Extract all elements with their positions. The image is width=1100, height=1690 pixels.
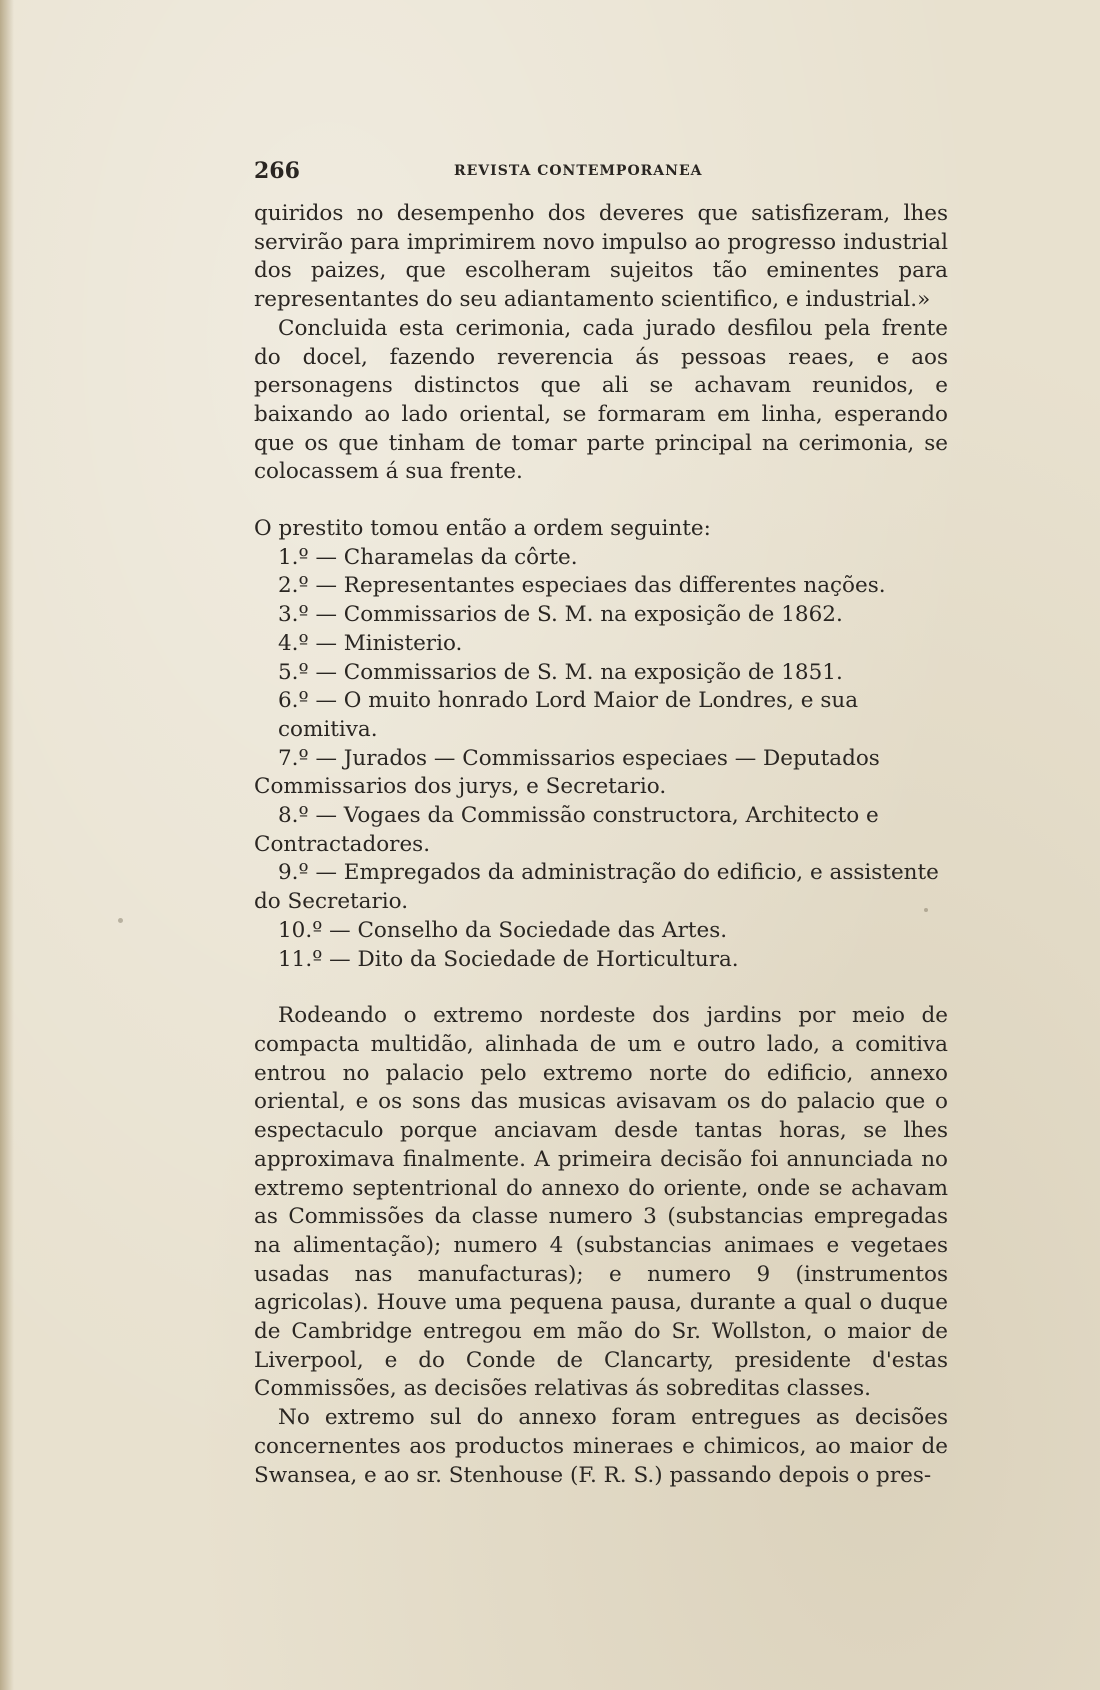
list-item: 11.º — Dito da Sociedade de Horticultura. [278,946,739,972]
list-item: 3.º — Commissarios de S. M. na exposição de 1862. [278,602,843,628]
list-item: 6.º — O muito honrado Lord Maior de Londres, e sua comitiva. [278,688,859,742]
ink-speck [118,918,123,923]
paragraph-south-annex: No extremo sul do annexo foram entregues as decisões concernentes aos productos mineraes e chimicos, ao maior de Swansea, e ao sr. Stenhouse (F. R. S.) passando depois o pres- [254,1405,948,1488]
body-text [254,200,948,1490]
paragraph-procession-route: Rodeando o extremo nordeste dos jardins por meio de compacta multidão, alinhada de um e outro lado, a comitiva entrou no palacio pelo extremo norte do edificio, annexo oriental, e os sons das musicas avisavam os do palacio que o espectaculo porque anciavam desde tantas horas, se lhes approximava finalmente. A primeira decisão foi annunciada no extremo septentrional do annexo do oriente, onde se achavam as Commissões da classe numero 3 (substancias empregadas na alimentação); numero 4 (substancias animaes e vegetaes usadas nas manufacturas); e numero 9 (instrumentos agricolas). Houve uma pequena pausa, durante a qual o duque de Cambridge entregou em mão do Sr. Wollston, o maior de Liverpool, e do Conde de Clancarty, presidente d'estas Commissões, as decisões relativas ás sobreditas classes. [254,1003,948,1402]
page-binding-edge [0,0,14,1690]
procession-intro: O prestito tomou então a ordem seguinte: [254,516,711,542]
list-item: 9.º — Empregados da administração do edificio, e assistente do Secretario. [254,860,939,915]
paragraph-continuation: quiridos no desempenho dos deveres que satisfizeram, lhes servirão para imprimirem novo impulso ao progresso industrial dos paizes, que escolheram sujeitos tão eminentes para representantes do seu adiantamento scientifico, e industrial.» [254,201,948,313]
list-item: 7.º — Jurados — Commissarios especiaes — Deputados Commissarios dos jurys, e Secretario. [254,745,880,800]
page-number: 266 [254,158,300,184]
paragraph-ceremony: Concluida esta cerimonia, cada jurado desfilou pela frente do docel, fazendo reverencia ás pessoas reaes, e aos personagens distinctos que ali se achavam reunidos, e baixando ao lado oriental, se formaram em linha, esperando que os que tinham de tomar parte principal na cerimonia, se colocassem á sua frente. [254,315,948,485]
ink-speck [922,1330,926,1334]
list-item: 1.º — Charamelas da côrte. [278,544,578,570]
list-item: 8.º — Vogaes da Commissão constructora, Architecto e Contractadores. [254,803,879,857]
ink-speck [800,1332,803,1335]
list-item: 2.º — Representantes especiaes das differentes nações. [278,573,886,599]
list-item: 5.º — Commissarios de S. M. na exposição de 1851. [278,659,843,685]
ink-speck [924,908,928,912]
list-item: 10.º — Conselho da Sociedade das Artes. [278,917,728,943]
procession-list [254,544,948,975]
page-header [254,158,934,188]
list-item: 4.º — Ministerio. [278,630,463,656]
running-title: REVISTA CONTEMPORANEA [454,163,703,179]
